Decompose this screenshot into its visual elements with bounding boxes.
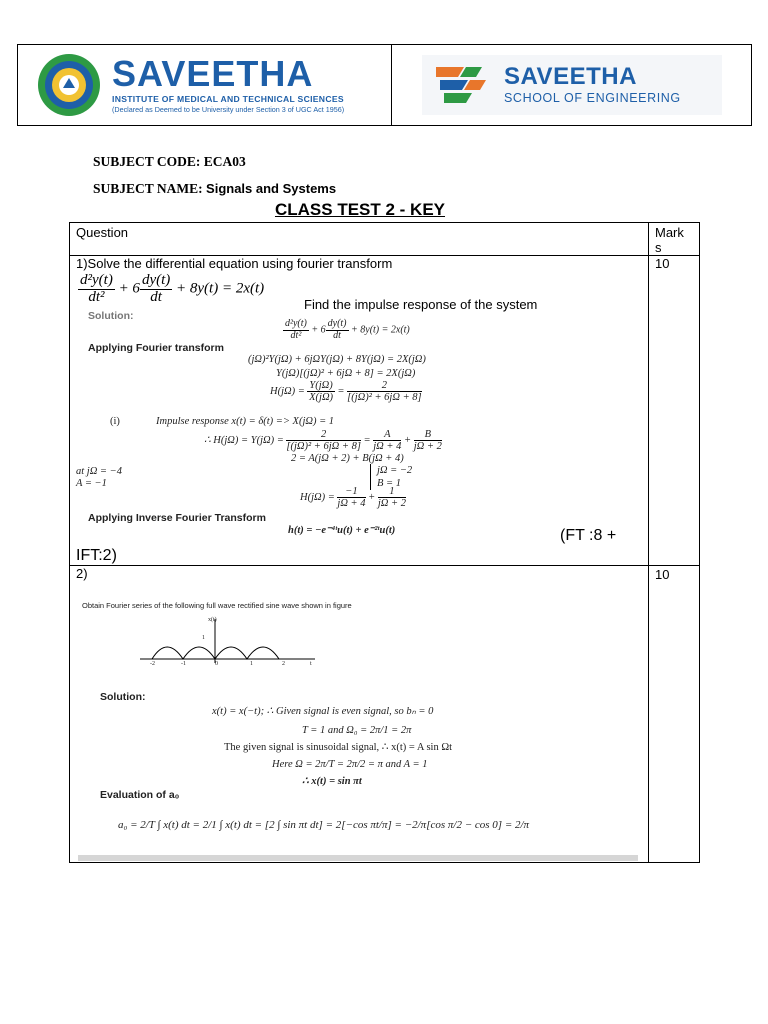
q1-text: 1)Solve the differential equation using fourier transform xyxy=(76,256,393,271)
q2-prompt: Obtain Fourier series of the following full wave rectified sine wave shown in figure xyxy=(82,601,352,610)
q1-at-minus-2: jΩ = −2 xyxy=(377,465,413,476)
seal-icon xyxy=(36,52,102,118)
q2-xt-line: ∴ x(t) = sin πt xyxy=(302,776,362,787)
q1-h-final-a-num: −1 xyxy=(337,486,365,498)
sse-logo-icon xyxy=(430,59,490,111)
q2-sinusoid-line: The given signal is sinusoidal signal, ∴ x(t) = A sin Ωt xyxy=(224,742,453,753)
subject-name-label: SUBJECT NAME: xyxy=(93,181,203,196)
q2-eval-a0: Evaluation of a₀ xyxy=(100,789,180,801)
q2-tick: 2 xyxy=(282,661,285,667)
q1-partial-fraction: ∴ H(jΩ) = Y(jΩ) = $\frac{2}{\text{[(jΩ)² + 6jΩ + 8]}}$ = $\frac{A}{j\Omega + 4}$ + $\frac{B}{j\Omega + 2}$ xyxy=(204,429,442,453)
q1-solution-eq: $\frac{\text{d²y(t)}}{\text{dt²}}$ + 6 $\frac{dy(t)}{dt}$ + 8y(t) = 2x(t) xyxy=(285,318,410,341)
institute-brand xyxy=(112,53,345,114)
scan-edge xyxy=(78,855,638,861)
q2-tick: -2 xyxy=(150,661,155,667)
q1-step3-den: X(jΩ) xyxy=(309,392,334,404)
q1-marks-split-1: (FT :8 + xyxy=(560,527,617,544)
q2-tick: t xyxy=(310,661,312,667)
q1-pf-b-num: B xyxy=(414,429,442,441)
q1-applying-ift: Applying Inverse Fourier Transform xyxy=(88,512,266,524)
q1-step3-rhs-num: 2 xyxy=(347,380,422,392)
q1-identity: 2 = A(jΩ + 2) + B(jΩ + 4) xyxy=(291,453,404,464)
q1-h-final: H(jΩ) = $\frac{-1}{j\Omega + 4}$ + $\frac{1}{j\Omega + 2}$ xyxy=(300,486,406,510)
q2-marks: 10 xyxy=(655,567,670,582)
q1-h-final-a-den: jΩ + 4 xyxy=(337,498,366,510)
school-logo-cell xyxy=(392,45,751,125)
column-divider xyxy=(648,223,649,862)
q2-solution-label: Solution: xyxy=(100,691,146,703)
q1-at-minus-4: at jΩ = −4 xyxy=(76,466,122,477)
q1-pf-den: [(jΩ)² + 6jΩ + 8] xyxy=(286,441,361,453)
q1-step2: Y(jΩ)[(jΩ)² + 6jΩ + 8] = 2X(jΩ) xyxy=(276,368,416,379)
q1-h-final-b-num: 1 xyxy=(378,486,406,498)
header-marks-line1: Mark xyxy=(655,225,684,240)
subject-code: SUBJECT CODE: ECA03 xyxy=(93,154,246,169)
school-name: SAVEETHA xyxy=(504,63,637,90)
q2-even-line: x(t) = x(−t); ∴ Given signal is even signal, so bₙ = 0 xyxy=(212,706,434,717)
q2-period-line: T = 1 and Ω₀ = 2π/1 = 2π xyxy=(302,725,412,736)
q1-step3-num: Y(jΩ) xyxy=(309,380,333,391)
header-marks-line2: s xyxy=(655,240,662,255)
q1-h-final-b-den: jΩ + 2 xyxy=(377,498,406,510)
q1-pf-a-den: jΩ + 4 xyxy=(373,441,402,453)
school-brand xyxy=(504,65,681,105)
q2-tick: 1 xyxy=(250,661,253,667)
row-divider xyxy=(70,565,699,566)
school-logo xyxy=(422,55,722,115)
q2-fig-label: x(t) xyxy=(208,617,217,623)
q1-pf-b-den: jΩ + 2 xyxy=(413,441,442,453)
q2-fig-one: 1 xyxy=(202,635,205,641)
institute-logo-cell xyxy=(18,45,392,125)
q2-waveform-figure xyxy=(140,617,330,671)
question-table xyxy=(69,222,700,863)
q2-here-line: Here Ω = 2π/T = 2π/2 = π and A = 1 xyxy=(272,759,428,770)
q1-ht: h(t) = −e⁻⁴ᵗu(t) + e⁻²ᵗu(t) xyxy=(288,525,396,536)
q2-number: 2) xyxy=(76,566,88,581)
q1-marks-split-2: IFT:2) xyxy=(76,547,117,564)
q1-step3-lhs: H(jΩ) = xyxy=(270,385,305,397)
q1-marks: 10 xyxy=(655,256,670,271)
q1-a-value: A = −1 xyxy=(76,478,107,489)
q1-step1: (jΩ)²Y(jΩ) + 6jΩY(jΩ) + 8Y(jΩ) = 2X(jΩ) xyxy=(248,354,426,365)
subject-name-value: Signals and Systems xyxy=(206,181,337,196)
q1-solution-label: Solution: xyxy=(88,310,134,322)
q2-tick: 0 xyxy=(215,661,218,667)
q1-pf-eq: = xyxy=(363,434,371,446)
q1-therefore-h: ∴ H(jΩ) = Y(jΩ) = xyxy=(204,434,284,446)
q1-find-text: Find the impulse response of the system xyxy=(304,297,538,312)
institute-subtitle: INSTITUTE OF MEDICAL AND TECHNICAL SCIENCES xyxy=(112,94,344,104)
institute-declaration: (Declared as Deemed to be University under Section 3 of UGC Act 1956) xyxy=(112,105,345,114)
q1-step3-rhs-den: [(jΩ)² + 6jΩ + 8] xyxy=(347,392,422,404)
q1-differential-equation: $\frac{\text{d²y(t)}}{\text{dt²}}$ + 6 $\frac{dy(t)}{dt}$ + 8y(t) = 2x(t) xyxy=(80,272,265,305)
q1-pf-num: 2 xyxy=(286,429,361,441)
header-marks xyxy=(655,225,684,255)
header-banner xyxy=(17,44,752,126)
q2-a0-line: a₀ = 2/T ∫ x(t) dt = 2/1 ∫ x(t) dt = [2 ∫ sin πt dt] = 2[−cos πt/π] = −2/π[cos π/2 − cos 0] = 2/π xyxy=(118,819,530,831)
q1-impulse-text: Impulse response x(t) = δ(t) => X(jΩ) = 1 xyxy=(156,416,335,427)
q1-h-final-lhs: H(jΩ) = xyxy=(300,491,335,503)
q2-tick: -1 xyxy=(181,661,186,667)
q1-impulse-index: (i) xyxy=(110,416,120,427)
header-question: Question xyxy=(76,225,129,240)
q1-applying-ft: Applying Fourier transform xyxy=(88,342,224,354)
q1-pf-a-num: A xyxy=(373,429,401,441)
subject-name-row xyxy=(93,181,336,197)
page-title: CLASS TEST 2 - KEY xyxy=(274,200,446,219)
institute-name: SAVEETHA xyxy=(112,53,314,94)
q1-b-value: B = 1 xyxy=(377,478,401,489)
school-subtitle: SCHOOL OF ENGINEERING xyxy=(504,91,681,105)
q1-step3: H(jΩ) = $\frac{Y(j\Omega)}{X(j\Omega)}$ = $\frac{2}{\text{[(jΩ)² + 6jΩ + 8]}}$ xyxy=(270,380,422,404)
